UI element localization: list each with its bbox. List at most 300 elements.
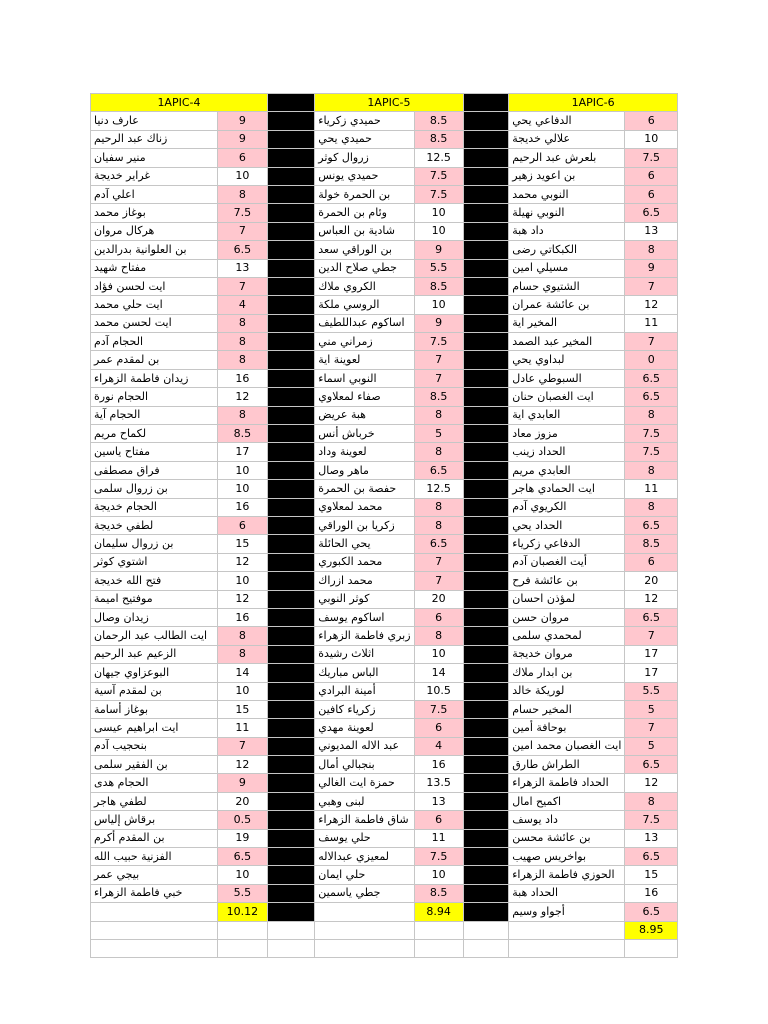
student-score: 8.5 [625,535,678,553]
student-name: زكريا بن الوراقي [315,516,414,534]
table-row [91,388,678,406]
student-name: عارف دنيا [91,112,218,130]
student-name: اعلي آدم [91,185,218,203]
column-separator [267,645,314,663]
student-name: الكبكاتي رضى [509,241,625,259]
column-separator [267,241,314,259]
student-score: 6 [414,811,463,829]
column-separator [267,792,314,810]
student-score: 7 [625,719,678,737]
student-score: 9 [625,259,678,277]
student-name: الحجام آدم [91,333,218,351]
column-separator [267,296,314,314]
student-name: هبة عريض [315,406,414,424]
column-separator [267,480,314,498]
student-score: 13 [414,792,463,810]
student-name: ايت الطالب عبد الرحمان [91,627,218,645]
column-separator [267,627,314,645]
student-name: جطي ياسمين [315,884,414,902]
column-separator [267,866,314,884]
empty-cell [267,939,314,957]
student-name: موفتيح اميمة [91,590,218,608]
student-score: 4 [414,737,463,755]
student-score: 10 [217,572,267,590]
student-name: بن العلوانية بدرالدين [91,241,218,259]
student-name: بن عائشة عمران [509,296,625,314]
table-row [91,241,678,259]
student-name: بن الوراقي سعد [315,241,414,259]
column-separator [267,700,314,718]
student-score: 8 [414,406,463,424]
table-row [91,608,678,626]
student-score: 12 [217,388,267,406]
column-separator [463,351,509,369]
column-separator [267,608,314,626]
column-separator [463,425,509,443]
student-name: غراير خديجة [91,167,218,185]
student-name: داد يوسف [509,811,625,829]
student-name: حلي ايمان [315,866,414,884]
student-name: الحوزي فاطمة الزهراء [509,866,625,884]
student-name: زمراني مني [315,333,414,351]
student-name: زروال كوثر [315,149,414,167]
student-name: ايت لحسن فؤاد [91,277,218,295]
table-row [91,939,678,957]
student-score: 8.5 [414,112,463,130]
column-separator [267,314,314,332]
student-score: 15 [625,866,678,884]
student-name: المخير حسام [509,700,625,718]
column-separator [463,866,509,884]
student-score: 6 [625,112,678,130]
student-name: مفتاح ياسين [91,443,218,461]
student-name: برقاش إلياس [91,811,218,829]
student-name: حميدي يونس [315,167,414,185]
column-separator [463,241,509,259]
student-score: 8 [625,241,678,259]
grades-sheet [90,93,678,958]
student-name: بن زروال سليمان [91,535,218,553]
student-score: 6.5 [625,369,678,387]
empty-cell [217,939,267,957]
student-name: البوعزاوي جيهان [91,664,218,682]
column-separator [463,480,509,498]
empty-cell [414,939,463,957]
student-score: 6.5 [625,388,678,406]
column-separator [463,369,509,387]
column-separator [267,590,314,608]
student-score: 6.5 [625,516,678,534]
student-name: الحجام نورة [91,388,218,406]
table-row [91,664,678,682]
student-name: لبداوي يحي [509,351,625,369]
column-separator [463,682,509,700]
student-name: يحي الحائلة [315,535,414,553]
table-row [91,590,678,608]
student-name: فتح الله خديجة [91,572,218,590]
empty-cell [217,921,267,939]
table-row [91,425,678,443]
student-name: الحداد هبة [509,884,625,902]
student-score: 7 [414,369,463,387]
student-score: 7.5 [625,425,678,443]
student-score: 6.5 [625,756,678,774]
student-score: 19 [217,829,267,847]
empty-cell [315,903,414,921]
student-score: 5.5 [625,682,678,700]
student-score: 13.5 [414,774,463,792]
column-separator [267,664,314,682]
student-score: 10 [414,645,463,663]
student-score: 8 [414,516,463,534]
empty-cell [315,939,414,957]
column-separator [463,792,509,810]
column-separator [463,884,509,902]
student-score: 8 [414,627,463,645]
column-separator [463,112,509,130]
student-name: الحجام هدى [91,774,218,792]
student-score: 8 [414,498,463,516]
student-score: 7 [217,737,267,755]
student-name: الروسي ملكة [315,296,414,314]
student-score: 8.5 [217,425,267,443]
empty-cell [414,921,463,939]
student-name: زكرياء كافين [315,700,414,718]
student-name: لعوينة مهدي [315,719,414,737]
student-score: 5 [625,700,678,718]
student-score: 15 [217,535,267,553]
column-separator [463,314,509,332]
student-score: 13 [625,222,678,240]
student-score: 12 [217,553,267,571]
student-name: ايت الغصبان محمد امين [509,737,625,755]
student-score: 5.5 [217,884,267,902]
student-name: بن ابدار ملاك [509,664,625,682]
table-row [91,204,678,222]
column-separator [267,369,314,387]
column-separator [463,811,509,829]
table-row [91,535,678,553]
student-name: بلعرش عبد الرحيم [509,149,625,167]
student-score: 9 [217,112,267,130]
table-row [91,149,678,167]
student-name: علالي خديجة [509,130,625,148]
student-name: السبوطي عادل [509,369,625,387]
class-header-1apic-4: 1APIC-4 [91,94,268,112]
student-score: 5.5 [414,259,463,277]
student-name: ايت ابراهيم عيسى [91,719,218,737]
student-score: 11 [217,719,267,737]
column-separator [463,185,509,203]
table-row [91,277,678,295]
table-row [91,774,678,792]
student-name: جطي صلاح الدين [315,259,414,277]
class-average: 8.95 [625,921,678,939]
student-name: مروان خديجة [509,645,625,663]
column-separator [463,130,509,148]
column-separator [267,388,314,406]
column-separator [267,498,314,516]
student-score: 9 [414,314,463,332]
student-name: الحجام آية [91,406,218,424]
student-score: 12.5 [414,149,463,167]
student-score: 10 [217,682,267,700]
column-separator [267,461,314,479]
table-row [91,756,678,774]
student-name: زيدان وصال [91,608,218,626]
student-score: 7.5 [414,848,463,866]
student-score: 16 [217,369,267,387]
student-name: كوثر النوبي [315,590,414,608]
student-score: 8 [625,406,678,424]
class-header-1apic-6: 1APIC-6 [509,94,678,112]
student-score: 0.5 [217,811,267,829]
student-name: النوبي محمد [509,185,625,203]
student-name: المخير عبد الصمد [509,333,625,351]
table-row [91,516,678,534]
student-name: العابدي اية [509,406,625,424]
column-separator [267,149,314,167]
student-name: أجواو وسيم [509,903,625,921]
table-row [91,645,678,663]
column-separator [463,627,509,645]
student-score: 6 [414,719,463,737]
student-name: فراق مصطفى [91,461,218,479]
empty-cell [267,921,314,939]
column-separator [267,682,314,700]
student-score: 6.5 [625,903,678,921]
student-name: ايت الحمادي هاجر [509,480,625,498]
student-score: 6 [217,516,267,534]
student-score: 7.5 [217,204,267,222]
student-name: محمد الكبوري [315,553,414,571]
table-row [91,848,678,866]
student-score: 10 [217,480,267,498]
table-row [91,903,678,921]
column-separator [463,296,509,314]
table-row [91,572,678,590]
table-row [91,443,678,461]
student-name: محمد ازراك [315,572,414,590]
student-score: 20 [625,572,678,590]
student-name: لعوينة اية [315,351,414,369]
student-name: النوبي نهيلة [509,204,625,222]
student-score: 20 [217,792,267,810]
column-separator [267,443,314,461]
student-score: 7.5 [414,167,463,185]
empty-cell [463,921,509,939]
student-score: 7.5 [414,700,463,718]
empty-cell [625,939,678,957]
student-score: 13 [625,829,678,847]
table-row [91,792,678,810]
column-separator [267,112,314,130]
student-score: 8.5 [414,884,463,902]
student-name: المخير اية [509,314,625,332]
student-score: 9 [217,130,267,148]
empty-cell [315,921,414,939]
student-name: الطراش طارق [509,756,625,774]
student-name: اشتوي كوثر [91,553,218,571]
student-name: زناك عبد الرحيم [91,130,218,148]
student-score: 6.5 [625,848,678,866]
student-score: 16 [414,756,463,774]
student-score: 15 [217,700,267,718]
table-row [91,461,678,479]
student-score: 20 [414,590,463,608]
column-separator [463,553,509,571]
student-name: ايت لحسن محمد [91,314,218,332]
student-score: 6.5 [414,461,463,479]
student-score: 17 [625,645,678,663]
student-name: صفاء لمعلاوي [315,388,414,406]
student-name: شادية بن العباس [315,222,414,240]
student-name: خبي فاطمة الزهراء [91,884,218,902]
column-separator [463,204,509,222]
student-score: 16 [625,884,678,902]
student-name: بوغاز محمد [91,204,218,222]
column-separator [267,756,314,774]
student-name: اكميح امال [509,792,625,810]
table-row [91,259,678,277]
student-score: 12 [625,774,678,792]
table-row [91,682,678,700]
student-score: 8.5 [414,130,463,148]
empty-cell [509,921,625,939]
column-separator [463,664,509,682]
student-name: بن زروال سلمى [91,480,218,498]
student-name: لمؤذن احسان [509,590,625,608]
student-name: بن عائشة فرح [509,572,625,590]
student-name: بن الحمرة خولة [315,185,414,203]
column-separator [463,516,509,534]
column-separator [267,204,314,222]
student-name: زيدان فاطمة الزهراء [91,369,218,387]
column-separator [463,903,509,921]
column-separator [463,572,509,590]
column-separator [267,811,314,829]
column-separator [463,167,509,185]
student-name: الفزنية حبيب الله [91,848,218,866]
student-score: 10 [414,296,463,314]
student-score: 10 [414,204,463,222]
student-score: 8 [625,498,678,516]
table-row [91,921,678,939]
student-name: شاق فاطمة الزهراء [315,811,414,829]
student-score: 6.5 [414,535,463,553]
table-row [91,167,678,185]
table-row [91,185,678,203]
student-name: ايت الغصبان حنان [509,388,625,406]
student-score: 10 [217,461,267,479]
column-separator [267,829,314,847]
table-row [91,296,678,314]
student-score: 8 [217,185,267,203]
student-name: زبري فاطمة الزهراء [315,627,414,645]
student-name: بيجي عمر [91,866,218,884]
column-separator [463,277,509,295]
table-row [91,333,678,351]
student-name: بن الفقير سلمى [91,756,218,774]
student-score: 11 [625,480,678,498]
student-score: 17 [625,664,678,682]
column-separator [463,848,509,866]
student-score: 16 [217,498,267,516]
empty-cell [463,939,509,957]
student-name: لطفي هاجر [91,792,218,810]
student-name: الكريوي آدم [509,498,625,516]
table-row [91,314,678,332]
student-score: 10 [217,866,267,884]
student-name: حميدي يحي [315,130,414,148]
student-name: خرباش أنس [315,425,414,443]
column-separator [463,222,509,240]
student-score: 7 [414,351,463,369]
student-score: 7 [217,277,267,295]
column-separator [267,167,314,185]
column-separator [267,94,314,112]
column-separator [267,406,314,424]
student-score: 6.5 [625,608,678,626]
column-separator [267,333,314,351]
column-separator [267,222,314,240]
student-score: 10 [414,866,463,884]
student-score: 6.5 [217,848,267,866]
column-separator [267,737,314,755]
student-name: أيت الغصبان آدم [509,553,625,571]
column-separator [267,259,314,277]
student-score: 14 [414,664,463,682]
column-separator [463,829,509,847]
student-name: اساكوم عبداللطيف [315,314,414,332]
student-score: 17 [217,443,267,461]
table-row [91,369,678,387]
table-row [91,700,678,718]
grades-table [90,93,678,958]
student-name: بن عائشة محسن [509,829,625,847]
student-name: حلي يوسف [315,829,414,847]
student-score: 10 [625,130,678,148]
student-name: لوريكة خالد [509,682,625,700]
student-name: لعوينة وداد [315,443,414,461]
column-separator [267,903,314,921]
table-row [91,884,678,902]
student-name: مزوز معاد [509,425,625,443]
student-score: 6.5 [217,241,267,259]
student-score: 5 [625,737,678,755]
student-name: الحداد فاطمة الزهراء [509,774,625,792]
student-name: لكماح مريم [91,425,218,443]
student-name: لبنى وهبي [315,792,414,810]
table-row [91,866,678,884]
empty-cell [91,903,218,921]
column-separator [463,461,509,479]
column-separator [463,259,509,277]
student-score: 8.5 [414,388,463,406]
student-name: الكروي ملاك [315,277,414,295]
column-separator [463,590,509,608]
student-score: 9 [217,774,267,792]
student-score: 8 [217,314,267,332]
student-name: مفتاح شهيد [91,259,218,277]
student-name: لطفي خديجة [91,516,218,534]
student-name: مروان حسن [509,608,625,626]
student-name: بن اعويد زهير [509,167,625,185]
table-row [91,130,678,148]
student-score: 8 [625,461,678,479]
column-separator [267,516,314,534]
student-score: 7 [414,572,463,590]
